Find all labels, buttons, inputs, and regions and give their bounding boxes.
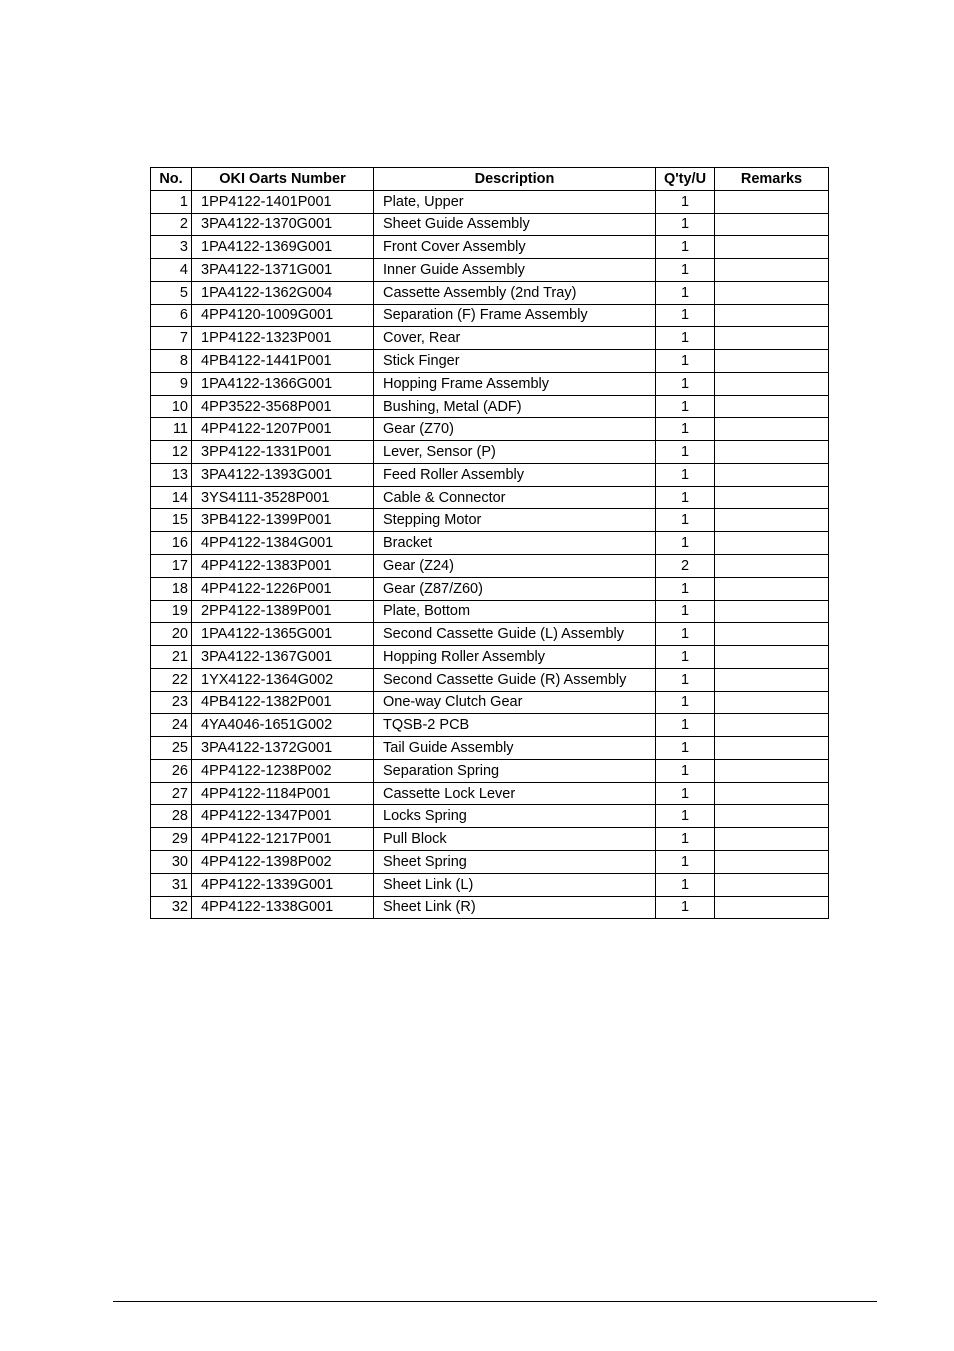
cell-description: Second Cassette Guide (R) Assembly (374, 668, 656, 691)
table-row (151, 714, 829, 737)
table-body (151, 190, 829, 919)
table-row (151, 418, 829, 441)
table-row (151, 896, 829, 919)
cell-remarks (715, 577, 829, 600)
cell-part-number: 4PP4122-1238P002 (192, 759, 374, 782)
cell-remarks (715, 327, 829, 350)
table-row (151, 691, 829, 714)
table-row (151, 259, 829, 282)
cell-no: 20 (151, 623, 192, 646)
table-row (151, 828, 829, 851)
cell-part-number: 4PP3522-3568P001 (192, 395, 374, 418)
cell-no: 13 (151, 463, 192, 486)
cell-no: 21 (151, 646, 192, 669)
table-row (151, 372, 829, 395)
cell-remarks (715, 372, 829, 395)
cell-part-number: 4PP4122-1339G001 (192, 873, 374, 896)
cell-part-number: 2PP4122-1389P001 (192, 600, 374, 623)
cell-part-number: 1PP4122-1401P001 (192, 190, 374, 213)
cell-part-number: 4PP4120-1009G001 (192, 304, 374, 327)
cell-description: Tail Guide Assembly (374, 737, 656, 760)
cell-qty: 1 (656, 463, 715, 486)
cell-qty: 1 (656, 259, 715, 282)
cell-qty: 1 (656, 873, 715, 896)
cell-description: Plate, Bottom (374, 600, 656, 623)
table-row (151, 873, 829, 896)
cell-part-number: 4PB4122-1441P001 (192, 350, 374, 373)
cell-qty: 1 (656, 304, 715, 327)
cell-description: Second Cassette Guide (L) Assembly (374, 623, 656, 646)
cell-description: Pull Block (374, 828, 656, 851)
cell-part-number: 3PP4122-1331P001 (192, 441, 374, 464)
cell-description: Separation (F) Frame Assembly (374, 304, 656, 327)
cell-remarks (715, 691, 829, 714)
cell-no: 26 (151, 759, 192, 782)
cell-description: Plate, Upper (374, 190, 656, 213)
table-row (151, 281, 829, 304)
table-row (151, 395, 829, 418)
cell-qty: 1 (656, 372, 715, 395)
cell-qty: 1 (656, 850, 715, 873)
cell-part-number: 4PP4122-1217P001 (192, 828, 374, 851)
cell-no: 10 (151, 395, 192, 418)
cell-remarks (715, 259, 829, 282)
table-row (151, 304, 829, 327)
cell-description: Hopping Frame Assembly (374, 372, 656, 395)
cell-qty: 1 (656, 327, 715, 350)
header-remarks: Remarks (715, 168, 829, 191)
header-description: Description (374, 168, 656, 191)
cell-no: 7 (151, 327, 192, 350)
cell-remarks (715, 441, 829, 464)
cell-no: 3 (151, 236, 192, 259)
table-row (151, 623, 829, 646)
cell-part-number: 4PP4122-1184P001 (192, 782, 374, 805)
cell-qty: 1 (656, 418, 715, 441)
cell-remarks (715, 782, 829, 805)
cell-remarks (715, 759, 829, 782)
cell-remarks (715, 873, 829, 896)
cell-description: Lever, Sensor (P) (374, 441, 656, 464)
cell-description: Locks Spring (374, 805, 656, 828)
cell-description: Cable & Connector (374, 486, 656, 509)
cell-description: Gear (Z24) (374, 555, 656, 578)
cell-qty: 1 (656, 646, 715, 669)
cell-qty: 1 (656, 236, 715, 259)
cell-part-number: 3YS4111-3528P001 (192, 486, 374, 509)
cell-qty: 1 (656, 896, 715, 919)
cell-remarks (715, 668, 829, 691)
footer-rule (113, 1301, 877, 1302)
cell-remarks (715, 418, 829, 441)
cell-qty: 1 (656, 486, 715, 509)
cell-part-number: 3PA4122-1372G001 (192, 737, 374, 760)
cell-qty: 1 (656, 623, 715, 646)
cell-description: Stepping Motor (374, 509, 656, 532)
cell-qty: 1 (656, 737, 715, 760)
table-row (151, 646, 829, 669)
cell-remarks (715, 463, 829, 486)
cell-no: 2 (151, 213, 192, 236)
cell-qty: 1 (656, 714, 715, 737)
cell-remarks (715, 805, 829, 828)
header-part-number: OKI Oarts Number (192, 168, 374, 191)
cell-part-number: 1PP4122-1323P001 (192, 327, 374, 350)
cell-no: 19 (151, 600, 192, 623)
cell-no: 16 (151, 532, 192, 555)
cell-remarks (715, 555, 829, 578)
cell-part-number: 1PA4122-1365G001 (192, 623, 374, 646)
cell-remarks (715, 304, 829, 327)
cell-description: Gear (Z87/Z60) (374, 577, 656, 600)
cell-no: 31 (151, 873, 192, 896)
cell-remarks (715, 190, 829, 213)
cell-remarks (715, 828, 829, 851)
table-row (151, 805, 829, 828)
cell-description: Sheet Link (R) (374, 896, 656, 919)
cell-description: Bracket (374, 532, 656, 555)
cell-description: Feed Roller Assembly (374, 463, 656, 486)
table-header (151, 168, 829, 191)
header-row (151, 168, 829, 191)
table-row (151, 555, 829, 578)
cell-description: TQSB-2 PCB (374, 714, 656, 737)
cell-no: 4 (151, 259, 192, 282)
cell-description: Sheet Spring (374, 850, 656, 873)
cell-no: 1 (151, 190, 192, 213)
cell-remarks (715, 213, 829, 236)
cell-qty: 1 (656, 509, 715, 532)
cell-no: 15 (151, 509, 192, 532)
cell-no: 12 (151, 441, 192, 464)
cell-remarks (715, 600, 829, 623)
cell-remarks (715, 737, 829, 760)
cell-qty: 1 (656, 213, 715, 236)
cell-qty: 1 (656, 395, 715, 418)
cell-part-number: 1PA4122-1362G004 (192, 281, 374, 304)
cell-part-number: 3PA4122-1370G001 (192, 213, 374, 236)
cell-qty: 1 (656, 190, 715, 213)
cell-qty: 1 (656, 441, 715, 464)
cell-no: 14 (151, 486, 192, 509)
cell-no: 29 (151, 828, 192, 851)
cell-no: 27 (151, 782, 192, 805)
cell-description: Cassette Lock Lever (374, 782, 656, 805)
cell-part-number: 4PP4122-1383P001 (192, 555, 374, 578)
cell-part-number: 4PP4122-1398P002 (192, 850, 374, 873)
cell-part-number: 4PP4122-1226P001 (192, 577, 374, 600)
cell-part-number: 1PA4122-1366G001 (192, 372, 374, 395)
table-row (151, 327, 829, 350)
cell-part-number: 4PP4122-1338G001 (192, 896, 374, 919)
table-row (151, 668, 829, 691)
cell-qty: 1 (656, 577, 715, 600)
cell-qty: 1 (656, 782, 715, 805)
cell-description: Inner Guide Assembly (374, 259, 656, 282)
cell-no: 25 (151, 737, 192, 760)
cell-no: 9 (151, 372, 192, 395)
cell-part-number: 4YA4046-1651G002 (192, 714, 374, 737)
cell-remarks (715, 714, 829, 737)
cell-part-number: 4PP4122-1347P001 (192, 805, 374, 828)
parts-list-table (150, 167, 829, 919)
table-row (151, 486, 829, 509)
table-row (151, 350, 829, 373)
cell-description: Cover, Rear (374, 327, 656, 350)
table-row (151, 236, 829, 259)
cell-description: Front Cover Assembly (374, 236, 656, 259)
cell-remarks (715, 623, 829, 646)
cell-no: 11 (151, 418, 192, 441)
cell-description: One-way Clutch Gear (374, 691, 656, 714)
header-qty: Q'ty/U (656, 168, 715, 191)
cell-no: 6 (151, 304, 192, 327)
cell-no: 32 (151, 896, 192, 919)
cell-no: 8 (151, 350, 192, 373)
cell-no: 18 (151, 577, 192, 600)
cell-remarks (715, 509, 829, 532)
table-row (151, 737, 829, 760)
cell-qty: 1 (656, 532, 715, 555)
table-row (151, 850, 829, 873)
cell-no: 28 (151, 805, 192, 828)
cell-part-number: 3PA4122-1393G001 (192, 463, 374, 486)
header-no: No. (151, 168, 192, 191)
cell-part-number: 4PP4122-1207P001 (192, 418, 374, 441)
cell-description: Sheet Link (L) (374, 873, 656, 896)
cell-qty: 1 (656, 691, 715, 714)
table-row (151, 190, 829, 213)
cell-no: 17 (151, 555, 192, 578)
cell-description: Separation Spring (374, 759, 656, 782)
cell-remarks (715, 281, 829, 304)
cell-qty: 1 (656, 805, 715, 828)
cell-no: 22 (151, 668, 192, 691)
cell-part-number: 4PP4122-1384G001 (192, 532, 374, 555)
cell-part-number: 1PA4122-1369G001 (192, 236, 374, 259)
cell-description: Stick Finger (374, 350, 656, 373)
cell-remarks (715, 350, 829, 373)
table-row (151, 532, 829, 555)
table-row (151, 509, 829, 532)
cell-qty: 1 (656, 281, 715, 304)
cell-remarks (715, 532, 829, 555)
cell-part-number: 1YX4122-1364G002 (192, 668, 374, 691)
cell-description: Hopping Roller Assembly (374, 646, 656, 669)
table-row (151, 577, 829, 600)
cell-qty: 1 (656, 759, 715, 782)
cell-description: Cassette Assembly (2nd Tray) (374, 281, 656, 304)
cell-part-number: 3PA4122-1367G001 (192, 646, 374, 669)
cell-remarks (715, 646, 829, 669)
cell-qty: 1 (656, 350, 715, 373)
cell-remarks (715, 896, 829, 919)
cell-no: 24 (151, 714, 192, 737)
cell-no: 5 (151, 281, 192, 304)
cell-remarks (715, 236, 829, 259)
cell-part-number: 3PA4122-1371G001 (192, 259, 374, 282)
cell-no: 23 (151, 691, 192, 714)
table-row (151, 759, 829, 782)
cell-remarks (715, 850, 829, 873)
cell-no: 30 (151, 850, 192, 873)
table-row (151, 463, 829, 486)
cell-part-number: 4PB4122-1382P001 (192, 691, 374, 714)
table-row (151, 600, 829, 623)
cell-qty: 1 (656, 668, 715, 691)
cell-description: Bushing, Metal (ADF) (374, 395, 656, 418)
cell-part-number: 3PB4122-1399P001 (192, 509, 374, 532)
cell-description: Sheet Guide Assembly (374, 213, 656, 236)
cell-remarks (715, 486, 829, 509)
table-row (151, 213, 829, 236)
table-row (151, 782, 829, 805)
table-row (151, 441, 829, 464)
cell-qty: 1 (656, 828, 715, 851)
cell-description: Gear (Z70) (374, 418, 656, 441)
cell-qty: 2 (656, 555, 715, 578)
cell-qty: 1 (656, 600, 715, 623)
cell-remarks (715, 395, 829, 418)
